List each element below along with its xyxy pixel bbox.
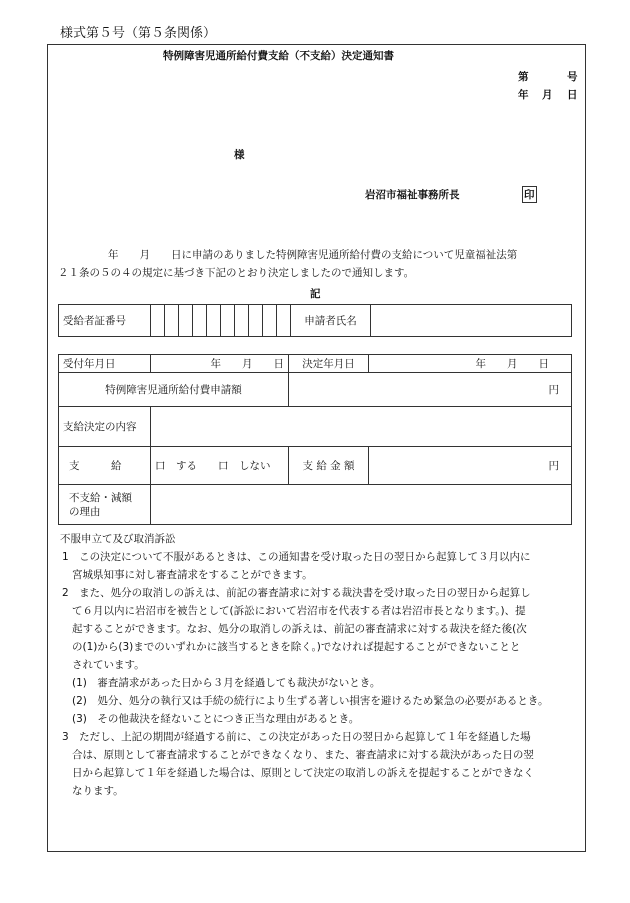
cert-digit-cell[interactable] bbox=[193, 305, 207, 337]
document-title: 特例障害児通所給付費支給（不支給）決定通知書 bbox=[163, 50, 394, 62]
yen-unit: 円 bbox=[548, 384, 559, 396]
note-line: されています。 bbox=[72, 659, 145, 671]
cert-digit-cell[interactable] bbox=[207, 305, 221, 337]
addressee-suffix: 様 bbox=[234, 149, 245, 161]
form-number: 様式第５号（第５条関係） bbox=[60, 26, 217, 41]
recipient-table bbox=[58, 304, 572, 337]
doc-number-suffix: 号 bbox=[567, 71, 578, 83]
note-line: の(1)から(3)までのいずれかに該当するときを除く。)でなければ提起することができないことと bbox=[72, 641, 521, 653]
seal-mark: 印 bbox=[522, 186, 537, 203]
payment-amount-label: 支 給 金 額 bbox=[289, 447, 369, 485]
note-line: 宮城県知事に対し審査請求をすることができます。 bbox=[72, 569, 313, 581]
cert-digit-cell[interactable] bbox=[263, 305, 277, 337]
decision-date-label: 決定年月日 bbox=[289, 355, 369, 373]
note-line: て６月以内に岩沼市を被告として(訴訟において岩沼市を代表する者は岩沼市長となります。)、提 bbox=[72, 605, 526, 617]
appeal-notes bbox=[62, 530, 587, 800]
body-line-2: ２１条の５の４の規定に基づき下記のとおり決定しましたので通知します。 bbox=[58, 267, 415, 279]
decision-date-field[interactable]: 年 月 日 bbox=[369, 355, 572, 373]
received-date-label: 受付年月日 bbox=[59, 355, 151, 373]
cert-digit-cell[interactable] bbox=[179, 305, 193, 337]
decision-content-label: 支給決定の内容 bbox=[59, 407, 151, 447]
note-line: 3 ただし、上記の期間が経過する前に、この決定があった日の翌日から起算して１年を経過した場 bbox=[62, 731, 531, 743]
cert-digit-cell[interactable] bbox=[221, 305, 235, 337]
applicant-name-field[interactable] bbox=[371, 305, 572, 337]
cert-digit-cell[interactable] bbox=[277, 305, 291, 337]
doc-number-prefix: 第 bbox=[518, 71, 529, 83]
note-line: (3) その他裁決を経ないことにつき正当な理由があるとき。 bbox=[72, 713, 360, 725]
reason-label-line-2: の理由 bbox=[69, 505, 101, 518]
payment-label: 支 給 bbox=[59, 447, 151, 485]
note-line: なります。 bbox=[72, 785, 124, 797]
note-line: 日から起算して１年を経過した場合は、原則として決定の取消しの訴えを提起することができなく bbox=[72, 767, 534, 779]
reason-field[interactable] bbox=[151, 485, 572, 525]
decision-table bbox=[58, 354, 572, 525]
note-line: (1) 審査請求があった日から３月を経過しても裁決がないとき。 bbox=[72, 677, 381, 689]
cert-digit-cell[interactable] bbox=[249, 305, 263, 337]
notes-heading: 不服申立て及び取消訴訟 bbox=[60, 533, 176, 545]
body-line-1: 年 月 日に申請のありました特例障害児通所給付費の支給について児童福祉法第 bbox=[108, 249, 518, 261]
applicant-name-label: 申請者氏名 bbox=[291, 305, 371, 337]
reason-label-line-1: 不支給・減額 bbox=[69, 491, 132, 504]
note-line: 2 また、処分の取消しの訴えは、前記の審査請求に対する裁決書を受け取った日の翌日から起算し bbox=[62, 587, 531, 599]
cert-digit-cell[interactable] bbox=[165, 305, 179, 337]
cert-number-label: 受給者証番号 bbox=[59, 305, 151, 337]
note-line: 起することができます。なお、処分の取消しの訴えは、前記の審査請求に対する裁決を経た後(次 bbox=[72, 623, 527, 635]
received-date-field[interactable]: 年 月 日 bbox=[151, 355, 289, 373]
decision-content-field[interactable] bbox=[151, 407, 572, 447]
applied-amount-label: 特例障害児通所給付費申請額 bbox=[59, 373, 289, 407]
date-month: 月 bbox=[542, 89, 553, 101]
payment-amount-field[interactable] bbox=[369, 447, 572, 485]
cert-digit-cell[interactable] bbox=[235, 305, 249, 337]
payment-options[interactable]: 口 する 口 しない bbox=[151, 447, 289, 485]
reason-label bbox=[59, 485, 151, 525]
ki-marker: 記 bbox=[310, 288, 321, 300]
date-day: 日 bbox=[567, 89, 578, 101]
date-year: 年 bbox=[518, 89, 529, 101]
note-line: 合は、原則として審査請求することができなくなり、また、審査請求に対する裁決があった日の翌 bbox=[72, 749, 534, 761]
yen-unit: 円 bbox=[548, 460, 559, 472]
applied-amount-field[interactable] bbox=[289, 373, 572, 407]
note-line: (2) 処分、処分の執行又は手続の続行により生ずる著しい損害を避けるため緊急の必要があるとき。 bbox=[72, 695, 549, 707]
sender-name: 岩沼市福祉事務所長 bbox=[365, 189, 460, 201]
note-line: 1 この決定について不服があるときは、この通知書を受け取った日の翌日から起算して３月以内に bbox=[62, 551, 531, 563]
cert-digit-cell[interactable] bbox=[151, 305, 165, 337]
